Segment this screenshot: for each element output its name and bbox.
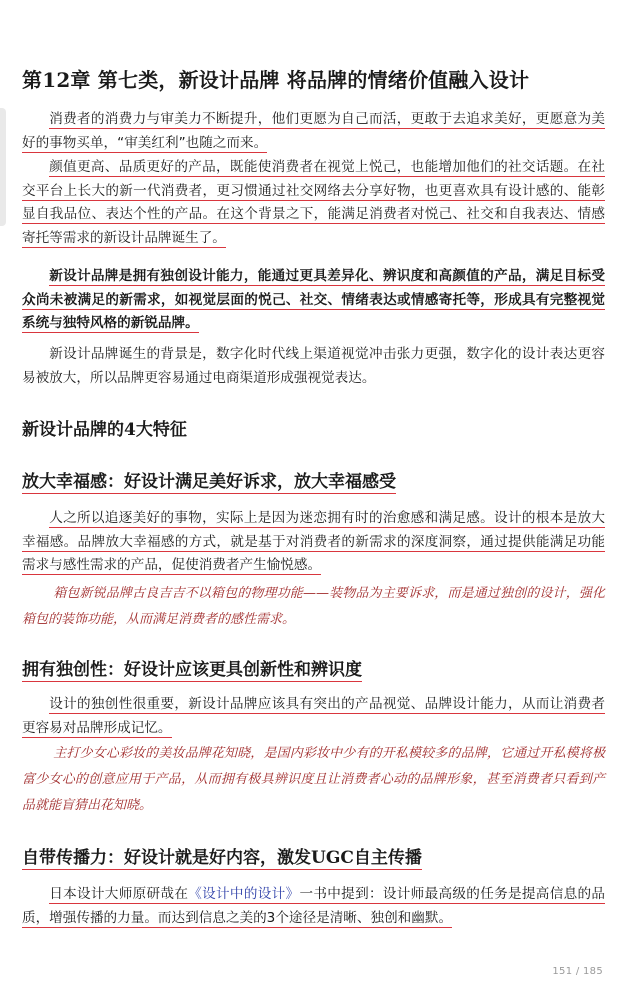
body-text: 日本设计大师原研哉在 — [49, 886, 189, 902]
feature-1-body — [22, 507, 605, 578]
feature-2-example: 主打少女心彩妆的美妆品牌花知晓，是国内彩妆中少有的开私模较多的品牌，它通过开私模将极富少女心的创意应用于产品，从而拥有极具辨识度且让消费者心动的品牌形象，甚至消费者只看到产品就能盲猜出花知晓。 — [22, 746, 605, 813]
underlined-text — [22, 886, 605, 928]
underlined-text: 设计的独创性很重要，新设计品牌应该具有突出的产品视觉、品牌设计能力，从而让消费者更容易对品牌形成记忆。 — [22, 696, 605, 736]
feature-1-example: 箱包新锐品牌古良吉吉不以箱包的物理功能——装物品为主要诉求，而是通过独创的设计，强化箱包的装饰功能，从而满足消费者的感性需求。 — [22, 586, 605, 627]
underlined-text: 拥有独创性：好设计应该更具创新性和辨识度 — [22, 660, 362, 680]
feature-3-body — [22, 883, 605, 930]
underlined-text: 消费者的消费力与审美力不断提升，他们更愿为自己而活，更敢于去追求美好，更愿意为美好的事物买单，“审美红利”也随之而来。 — [22, 111, 605, 151]
feature-1-title — [22, 469, 396, 495]
intro-paragraph-1 — [22, 108, 605, 155]
chapter-title: 第12章 第七类，新设计品牌 将品牌的情绪价值融入设计 — [22, 68, 530, 92]
page-number: 151 / 185 — [552, 966, 603, 977]
underlined-text: 放大幸福感：好设计满足美好诉求，放大幸福感受 — [22, 472, 396, 492]
book-title-link[interactable]: 《设计中的设计》 — [188, 886, 300, 902]
feature-3-title — [22, 845, 422, 871]
feature-2-title — [22, 657, 362, 683]
feature-2-body — [22, 693, 605, 740]
section-title: 新设计品牌的4大特征 — [22, 420, 187, 440]
background-paragraph: 新设计品牌诞生的背景是，数字化时代线上渠道视觉冲击张力更强，数字化的设计表达更容易被放大，所以品牌更容易通过电商渠道形成强视觉表达。 — [22, 346, 605, 386]
underlined-text: 颜值更高、品质更好的产品，既能使消费者在视觉上悦己，也能增加他们的社交话题。在社交平台上长大的新一代消费者，更习惯通过社交网络去分享好物，也更喜欢具有设计感的、能彰显自我品位、表达个性的产品。在这个背景之下，能满足消费者对悦己、社交和自我表达、情感寄托等需求的新设计品牌诞生了。 — [22, 159, 605, 246]
body-text: 一书中提到：设计师最高级的任务是提高信息的品质，增强传播的力量。而达到信息之美的3个途径是清晰、独创和幽默。 — [22, 886, 606, 926]
underlined-text: 新设计品牌是拥有独创设计能力，能通过更具差异化、辨识度和高颜值的产品，满足目标受众尚未被满足的新需求，如视觉层面的悦己、社交、情绪表达或情感寄托等，形成具有完整视觉系统与独特风格的新锐品牌。 — [22, 268, 605, 331]
definition-paragraph — [22, 265, 605, 336]
underlined-text: 人之所以追逐美好的事物，实际上是因为迷恋拥有时的治愈感和满足感。设计的根本是放大幸福感。品牌放大幸福感的方式，就是基于对消费者的新需求的深度洞察，通过提供能满足功能需求与感性需求的产品，促使消费者产生愉悦感。 — [22, 510, 605, 573]
underlined-text: 自带传播力：好设计就是好内容，激发UGC自主传播 — [22, 848, 422, 868]
intro-paragraph-2 — [22, 156, 605, 250]
side-tab-edge[interactable] — [0, 108, 6, 226]
